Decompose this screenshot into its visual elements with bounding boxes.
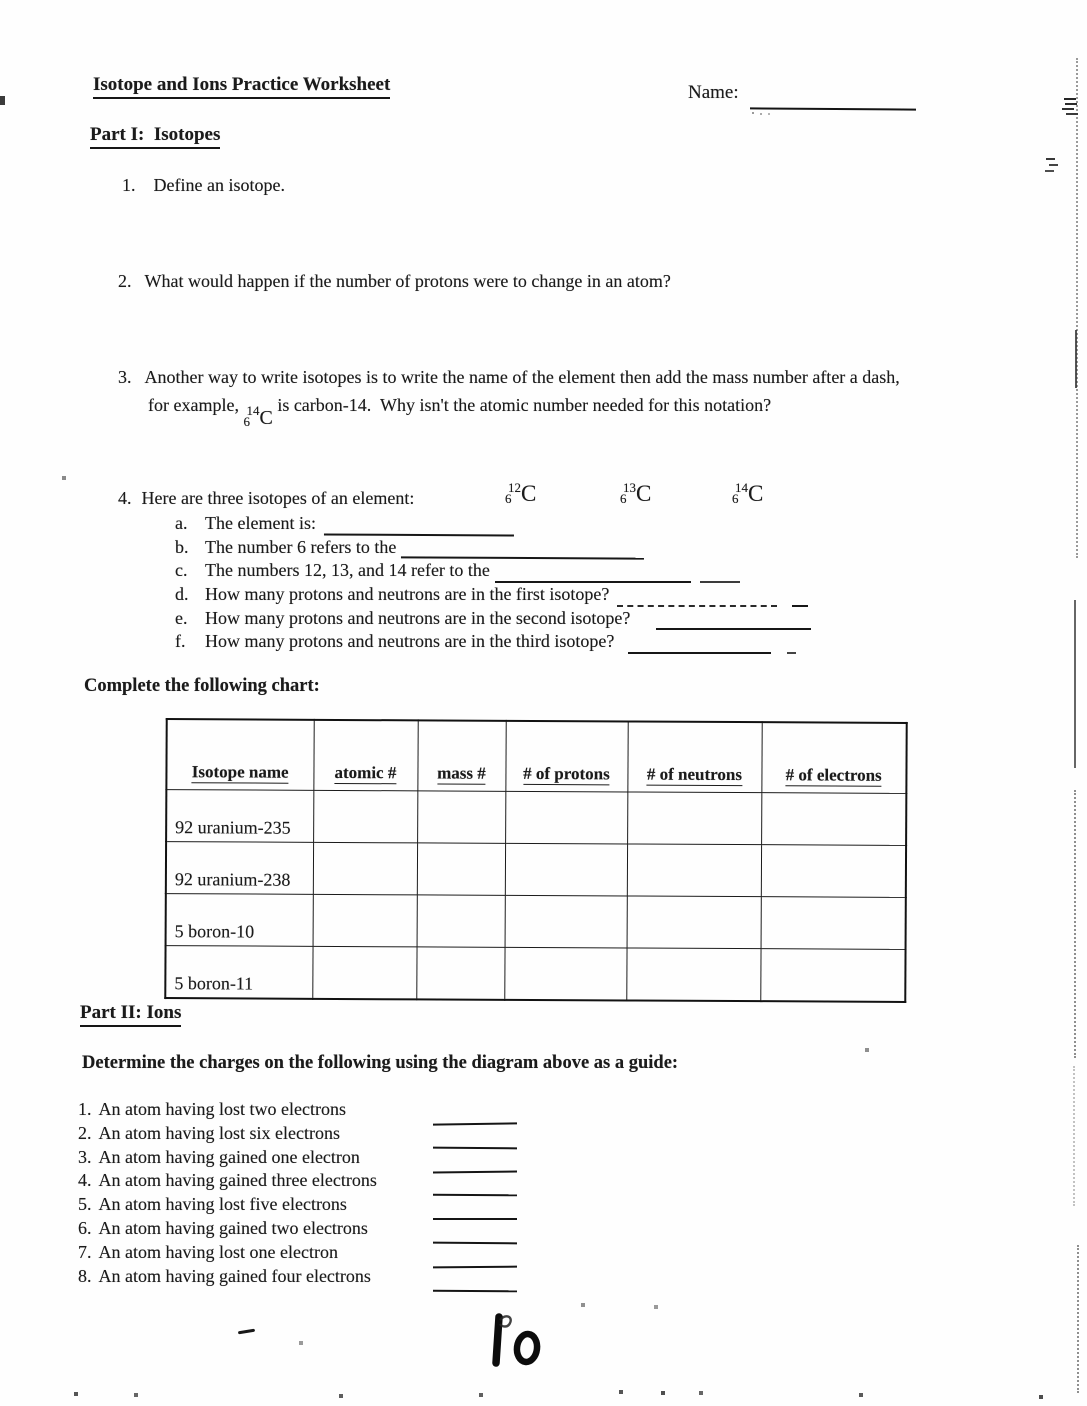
row-label: 92 uranium-235: [166, 790, 313, 843]
isotope-notation-carbon14: [732, 480, 764, 506]
question-3-line2-pre: for example,: [148, 395, 244, 415]
question-3-line2: [148, 392, 771, 428]
scan-edge-mark: [0, 96, 5, 105]
mass-number: 14: [735, 480, 748, 495]
empty-cell: [627, 792, 761, 845]
empty-cell: [761, 793, 906, 846]
scan-noise-dots: [752, 112, 754, 114]
answer-blank-line: [628, 639, 771, 654]
answer-blank-line: [787, 639, 796, 654]
answer-blank-line: [617, 592, 777, 607]
scan-line-artifact: [1077, 1245, 1079, 1393]
item-number: 4.: [78, 1170, 92, 1191]
table-row: [166, 842, 906, 898]
answer-blank-line: [656, 615, 811, 630]
part2-instruction: Determine the charges on the following using the diagram above as a guide:: [82, 1053, 679, 1073]
item-text: An atom having gained one electron: [98, 1146, 360, 1167]
subitem-text: How many protons and neutrons are in the third isotope?: [205, 631, 615, 652]
item-number: 1.: [78, 1099, 92, 1119]
col-header-atomic-number: atomic #: [313, 720, 417, 791]
question-2-number: 2.: [118, 271, 132, 291]
scan-noise-specks: [0, 0, 2, 2]
question-4-subitems: [175, 513, 811, 655]
mass-number: 13: [623, 480, 636, 495]
scan-line-artifact: [1074, 790, 1076, 1058]
item-text: An atom having lost two electrons: [98, 1099, 346, 1119]
question-3-line1: Another way to write isotopes is to write the name of the element then add the mass number after a dash,: [144, 367, 900, 387]
answer-blank-line: [401, 544, 644, 560]
element-symbol: C: [748, 481, 764, 506]
atomic-number: 6: [243, 414, 250, 429]
item-text: An atom having gained three electrons: [98, 1170, 377, 1191]
subitem-letter: a.: [175, 513, 188, 533]
empty-cell: [760, 949, 905, 1002]
name-blank-line: [750, 107, 916, 110]
empty-cell: [626, 948, 760, 1001]
item-number: 7.: [78, 1241, 92, 1262]
table-header-row: [166, 719, 906, 793]
item-number: 5.: [78, 1194, 92, 1215]
page-title: Isotope and Ions Practice Worksheet: [93, 74, 390, 99]
subitem-b: [175, 537, 811, 561]
mass-number: 14: [246, 403, 260, 418]
question-1-number: 1.: [122, 175, 136, 195]
answer-blank-line: [433, 1147, 517, 1150]
empty-cell: [504, 947, 626, 1000]
scan-smudge: [1064, 98, 1076, 100]
item-text: An atom having lost six electrons: [98, 1122, 340, 1143]
subitem-a: [175, 513, 811, 537]
item-number: 2.: [78, 1122, 92, 1143]
answer-blank-line: [433, 1218, 517, 1220]
isotope-notation-carbon13: [620, 480, 652, 506]
question-1: [122, 174, 285, 196]
element-symbol: C: [521, 481, 537, 506]
answer-blank-line: [495, 568, 691, 583]
item-number: 6.: [78, 1217, 92, 1238]
question-2-text: What would happen if the number of protons were to change in an atom?: [144, 271, 671, 291]
empty-cell: [416, 947, 504, 1000]
subitem-letter: b.: [175, 536, 189, 557]
subitem-text: How many protons and neutrons are in the first isotope?: [205, 584, 610, 605]
scan-line-artifact: [1073, 1066, 1075, 1206]
item-number: 8.: [78, 1265, 92, 1286]
subitem-c: [175, 560, 811, 584]
col-header-isotope-name: Isotope name: [166, 719, 313, 790]
item-text: An atom having gained two electrons: [98, 1217, 368, 1238]
isotope-table-wrapper: [164, 718, 907, 1003]
subitem-text: How many protons and neutrons are in the second isotope?: [205, 607, 631, 628]
table-row: [165, 946, 905, 1002]
element-symbol: C: [259, 407, 273, 429]
question-4-text: Here are three isotopes of an element:: [141, 488, 415, 508]
scan-line-artifact: [1075, 330, 1077, 388]
empty-cell: [627, 896, 761, 949]
question-3-line2-post: is carbon-14. Why isn't the atomic number needed for this notation?: [272, 395, 772, 415]
atomic-number: 6: [732, 491, 739, 506]
item-number: 3.: [78, 1146, 92, 1167]
answer-blank-line: [433, 1171, 517, 1174]
empty-cell: [417, 791, 505, 843]
scan-line-artifact: [1074, 600, 1076, 768]
subitem-letter: c.: [175, 560, 188, 581]
item-text: An atom having gained four electrons: [98, 1265, 371, 1286]
empty-cell: [627, 844, 761, 897]
question-2: [118, 270, 671, 292]
pen-dash-mark: [238, 1329, 255, 1335]
subitem-letter: d.: [175, 584, 189, 605]
empty-cell: [505, 895, 627, 948]
subitem-text: The number 6 refers to the: [205, 536, 397, 557]
empty-cell: [761, 845, 906, 898]
answer-blank-line: [433, 1290, 517, 1293]
chart-intro: Complete the following chart:: [84, 676, 320, 696]
col-header-mass-number: mass #: [417, 720, 505, 791]
answer-blank-line: [792, 592, 808, 607]
atomic-number: 6: [620, 491, 627, 506]
part2-heading: Part II: Ions: [80, 1002, 181, 1027]
empty-cell: [313, 894, 417, 947]
answer-blank-line: [433, 1194, 517, 1197]
subitem-f: [175, 631, 811, 655]
isotope-notation-carbon14: [243, 403, 273, 429]
row-label: 5 boron-10: [166, 894, 313, 947]
part2-answer-blanks: [78, 1098, 638, 1308]
element-symbol: C: [636, 481, 652, 506]
scan-line-artifact: [1076, 58, 1078, 558]
table-row: [166, 790, 906, 846]
isotope-notation-carbon12: [505, 480, 537, 506]
answer-blank-line: [324, 520, 514, 536]
subitem-letter: f.: [175, 631, 186, 652]
empty-cell: [417, 895, 505, 947]
row-label: 92 uranium-238: [166, 842, 313, 895]
empty-cell: [505, 843, 627, 896]
item-text: An atom having lost one electron: [98, 1241, 338, 1262]
empty-cell: [761, 897, 906, 950]
name-label: Name:: [688, 82, 739, 103]
table-row: [166, 894, 906, 950]
scan-smudge: [1046, 158, 1055, 160]
answer-blank-line: [433, 1122, 517, 1125]
answer-blank-line: [433, 1242, 517, 1245]
empty-cell: [505, 791, 627, 844]
subitem-letter: e.: [175, 607, 188, 628]
empty-cell: [313, 790, 417, 843]
question-4: [118, 480, 978, 509]
handwritten-score-mark: [478, 1303, 568, 1383]
subitem-d: [175, 584, 811, 608]
question-4-number: 4.: [118, 488, 132, 508]
question-3: [118, 366, 900, 388]
empty-cell: [417, 843, 505, 895]
row-label: 5 boron-11: [165, 946, 312, 999]
empty-cell: [312, 946, 416, 999]
part1-heading: Part I: Isotopes: [90, 124, 220, 149]
atomic-number: 6: [505, 491, 512, 506]
col-header-electrons: # of electrons: [761, 722, 906, 793]
subitem-e: [175, 608, 811, 632]
empty-cell: [313, 842, 417, 895]
mass-number: 12: [508, 480, 521, 495]
col-header-protons: # of protons: [505, 721, 627, 792]
answer-blank-line: [700, 568, 740, 583]
subitem-text: The numbers 12, 13, and 14 refer to the: [205, 560, 490, 581]
subitem-text: The element is:: [205, 513, 316, 533]
isotope-table: [164, 718, 907, 1003]
answer-blank-line: [433, 1266, 517, 1269]
question-3-number: 3.: [118, 367, 132, 387]
item-text: An atom having lost five electrons: [98, 1194, 347, 1215]
col-header-neutrons: # of neutrons: [627, 721, 761, 792]
question-1-text: Define an isotope.: [153, 175, 285, 195]
